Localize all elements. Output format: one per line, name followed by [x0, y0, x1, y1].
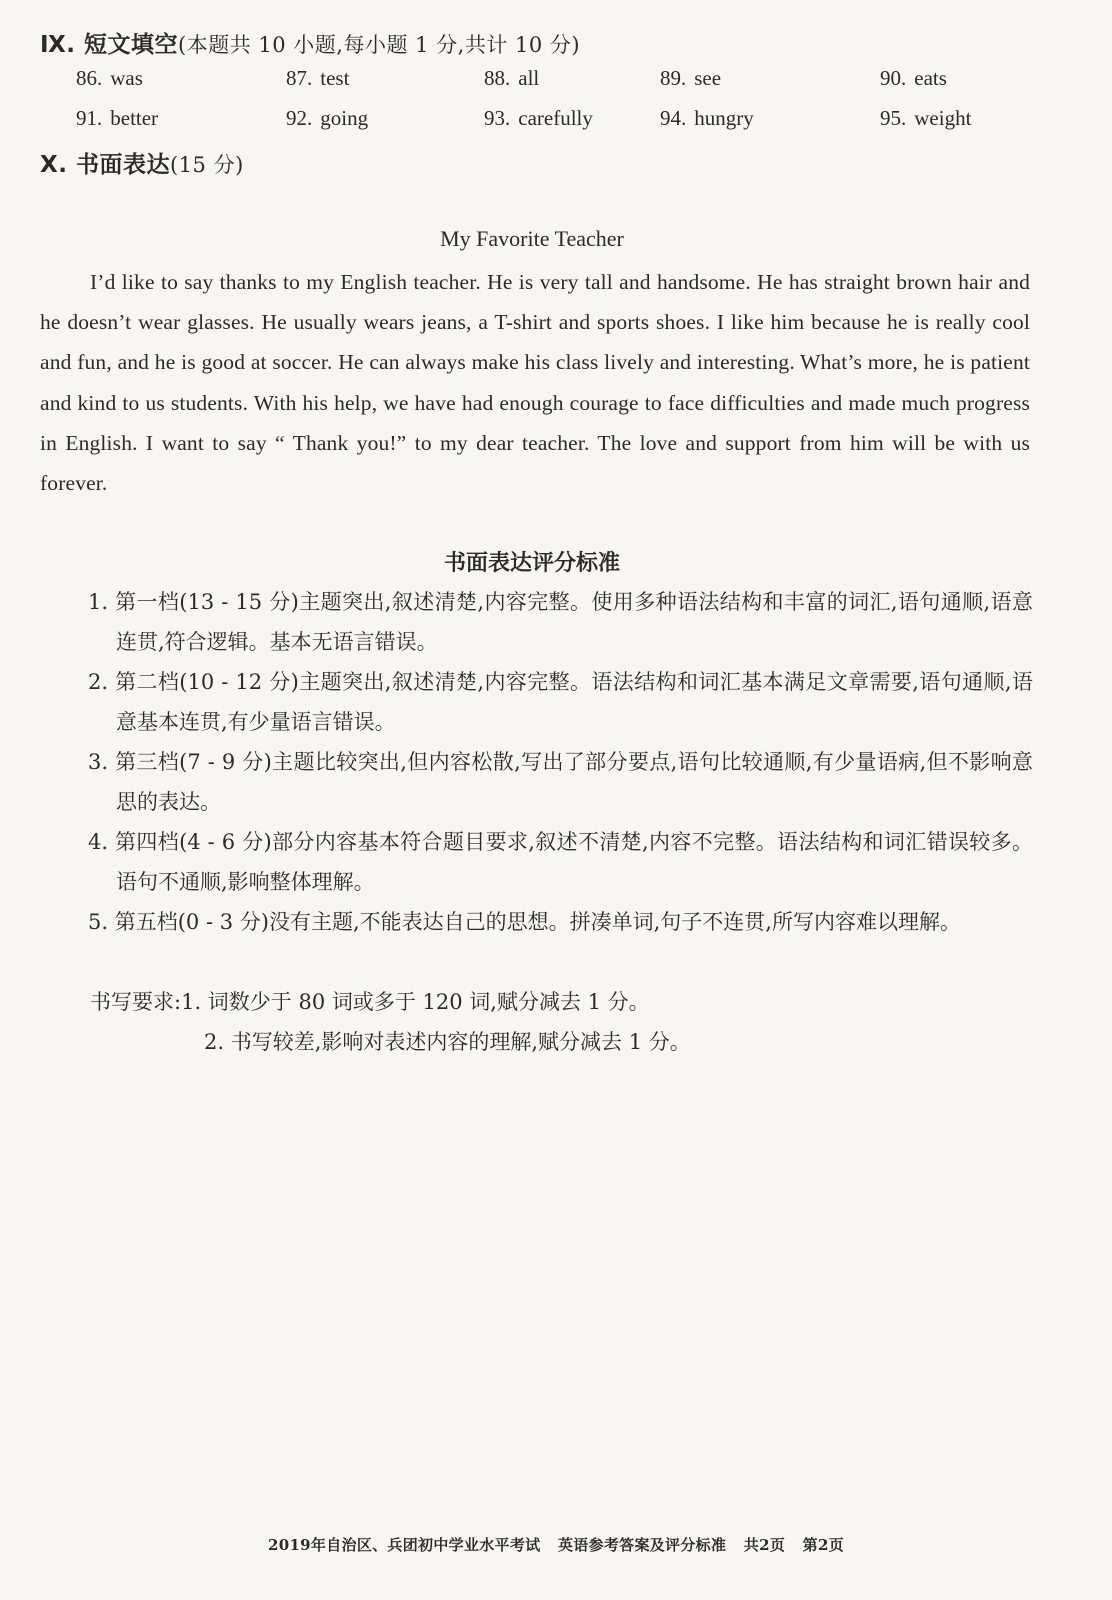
answer-number: 89.	[660, 66, 687, 90]
writing-requirement-text: 1. 词数少于 80 词或多于 120 词,赋分减去 1 分。	[181, 990, 650, 1014]
essay-title: My Favorite Teacher	[440, 226, 624, 251]
footer-exam-name: 2019年自治区、兵团初中学业水平考试	[267, 1536, 541, 1554]
section-9-heading	[40, 26, 580, 59]
answer-item	[660, 66, 721, 91]
answer-number: 92.	[286, 106, 313, 130]
section-9-note: (本题共 10 小题,每小题 1 分,共计 10 分)	[178, 33, 581, 57]
answer-word: see	[694, 66, 722, 90]
answer-item	[660, 106, 754, 131]
answer-item	[880, 66, 947, 91]
section-10-title: Ⅹ. 书面表达	[40, 152, 170, 178]
answer-row-2	[0, 106, 1112, 140]
answer-word: all	[518, 66, 540, 90]
answer-word: hungry	[694, 106, 754, 130]
rubric-list	[88, 582, 1033, 942]
answer-word: weight	[914, 106, 972, 130]
writing-requirement-2: 2. 书写较差,影响对表述内容的理解,赋分减去 1 分。	[204, 1030, 691, 1054]
answer-number: 86.	[76, 66, 103, 90]
answer-item	[484, 106, 593, 131]
answer-row-1	[0, 66, 1112, 100]
answer-number: 88.	[484, 66, 511, 90]
page-footer	[0, 1534, 1112, 1555]
rubric-item: 2. 第二档(10 - 12 分)主题突出,叙述清楚,内容完整。语法结构和词汇基本满足文章需要,语句通顺,语意基本连贯,有少量语言错误。	[88, 670, 1033, 734]
answer-number: 93.	[484, 106, 511, 130]
footer-page-number: 第2页	[802, 1536, 845, 1554]
section-10-heading	[40, 146, 244, 179]
answer-number: 90.	[880, 66, 907, 90]
rubric-title: 书面表达评分标准	[443, 551, 620, 576]
writing-requirement-1	[90, 986, 650, 1016]
answer-item	[76, 66, 143, 91]
answer-word: carefully	[518, 106, 593, 130]
answer-item	[880, 106, 971, 131]
rubric-item: 4. 第四档(4 - 6 分)部分内容基本符合题目要求,叙述不清楚,内容不完整。语法结构和词汇错误较多。语句不通顺,影响整体理解。	[88, 830, 1033, 894]
answer-number: 94.	[660, 106, 687, 130]
rubric-item: 5. 第五档(0 - 3 分)没有主题,不能表达自己的思想。拼凑单词,句子不连贯,所写内容难以理解。	[88, 910, 961, 934]
answer-item	[484, 66, 539, 91]
section-10-note: (15 分)	[169, 153, 244, 177]
answer-item	[286, 66, 349, 91]
footer-total-pages: 共2页	[743, 1536, 786, 1554]
answer-item	[76, 106, 158, 131]
answer-word: better	[110, 106, 159, 130]
answer-word: eats	[914, 66, 947, 90]
answer-number: 95.	[880, 106, 907, 130]
answer-word: test	[320, 66, 350, 90]
footer-doc-name: 英语参考答案及评分标准	[557, 1536, 727, 1554]
rubric-item: 3. 第三档(7 - 9 分)主题比较突出,但内容松散,写出了部分要点,语句比较通顺,有少量语病,但不影响意思的表达。	[88, 750, 1033, 814]
section-9-title: Ⅸ. 短文填空	[40, 32, 179, 58]
rubric-item: 1. 第一档(13 - 15 分)主题突出,叙述清楚,内容完整。使用多种语法结构和丰富的词汇,语句通顺,语意连贯,符合逻辑。基本无语言错误。	[88, 590, 1033, 654]
answer-number: 91.	[76, 106, 103, 130]
answer-word: going	[320, 106, 369, 130]
writing-requirement-label: 书写要求:	[90, 990, 182, 1014]
answer-number: 87.	[286, 66, 313, 90]
answer-item	[286, 106, 368, 131]
essay-body: I’d like to say thanks to my English teacher. He is very tall and handsome. He has straight brown hair and he doesn’t wear glasses. He usually wears jeans, a T-shirt and sports shoes. I like him because he is really cool and fun, and he is good at soccer. He can always make his class lively and interesting. What’s more, he is patient and kind to us students. With his help, we have had enough courage to face difficulties and made much progress in English. I want to say “ Thank you!” to my dear teacher. The love and support from him will be with us forever.	[40, 270, 1030, 496]
answer-word: was	[110, 66, 143, 90]
